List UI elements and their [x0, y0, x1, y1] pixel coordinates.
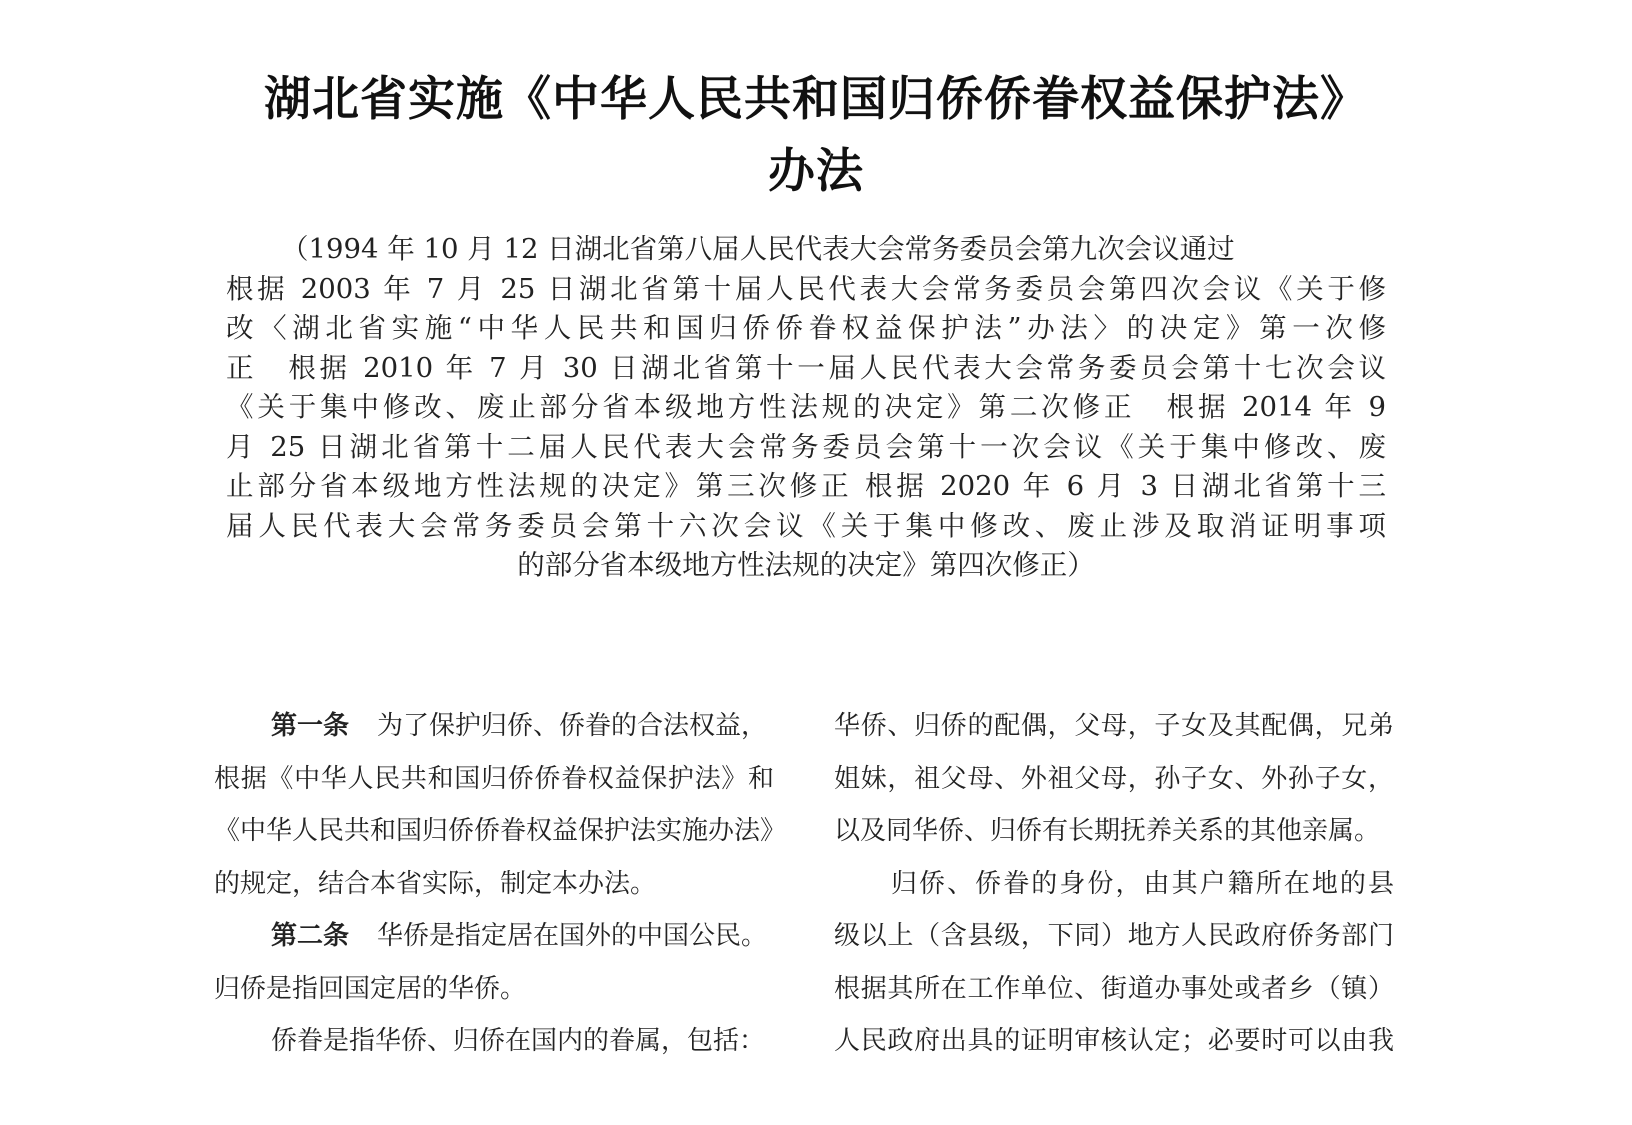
- article-2-line: [214, 910, 774, 963]
- document-title-line-1: 湖北省实施《中华人民共和国归侨侨眷权益保护法》: [264, 72, 1368, 127]
- preamble-line: 月 25 日湖北省第十二届人民代表大会常务委员会第十一次会议《关于集中修改、废: [226, 430, 1386, 463]
- preamble-line: 正 根据 2010 年 7 月 30 日湖北省第十一届人民代表大会常务委员会第十七次会议: [226, 351, 1386, 384]
- article-1-line: [214, 700, 774, 753]
- legislative-history-note: [226, 230, 1386, 586]
- preamble-line: （1994 年 10 月 12 日湖北省第八届人民代表大会常务委员会第九次会议通过: [281, 233, 1235, 265]
- article-1-line: 根据《中华人民共和国归侨侨眷权益保护法》和: [214, 763, 774, 793]
- preamble-line: 的部分省本级地方性法规的决定》第四次修正）: [517, 549, 1095, 581]
- article-2-paragraph-line: 侨眷是指华侨、归侨在国内的眷属，包括：: [271, 1026, 766, 1055]
- preamble-line: 《关于集中修改、废止部分省本级地方性法规的决定》第二次修正 根据 2014 年 9: [226, 391, 1386, 423]
- preamble-line: 届人民代表大会常务委员会第十六次会议《关于集中修改、废止涉及取消证明事项: [226, 509, 1386, 542]
- article-2-continued-line: 华侨、归侨的配偶，父母，子女及其配偶，兄弟: [834, 711, 1394, 740]
- document-title-line-2: 办法: [768, 144, 864, 199]
- article-2-label: 第二条: [271, 921, 350, 951]
- right-text-column: [834, 700, 1394, 1068]
- article-1-label: 第一条: [271, 711, 350, 741]
- article-2-paragraph-line: 人民政府出具的证明审核认定；必要时可以由我: [834, 1026, 1394, 1055]
- preamble-line: 根据 2003 年 7 月 25 日湖北省第十届人民代表大会常务委员会第四次会议《关于修: [226, 272, 1386, 305]
- article-2-continued-line: 姐妹，祖父母、外祖父母，孙子女、外孙子女，: [834, 763, 1394, 793]
- preamble-line: 止部分省本级地方性法规的决定》第三次修正 根据 2020 年 6 月 3 日湖北省第十三: [226, 470, 1386, 502]
- article-1-line: 《中华人民共和国归侨侨眷权益保护法实施办法》: [214, 816, 787, 845]
- preamble-line: 改〈湖北省实施“中华人民共和国归侨侨眷权益保护法”办法〉的决定》第一次修: [226, 312, 1386, 344]
- left-text-column: [214, 700, 787, 1068]
- article-1-line: 的规定，结合本省实际，制定本办法。: [214, 868, 657, 898]
- article-2-text: 华侨是指定居在国外的中国公民。: [377, 921, 768, 950]
- article-2-paragraph-line: 归侨、侨眷的身份，由其户籍所在地的县: [891, 868, 1394, 898]
- article-2-continued-line: 以及同华侨、归侨有长期抚养关系的其他亲属。: [834, 816, 1381, 845]
- article-2-line: 归侨是指回国定居的华侨。: [214, 973, 527, 1003]
- article-2-paragraph-line: 根据其所在工作单位、街道办事处或者乡（镇）: [834, 973, 1394, 1003]
- article-2-paragraph-line: 级以上（含县级，下同）地方人民政府侨务部门: [834, 921, 1394, 950]
- article-1-text: 为了保护归侨、侨眷的合法权益，: [377, 711, 768, 740]
